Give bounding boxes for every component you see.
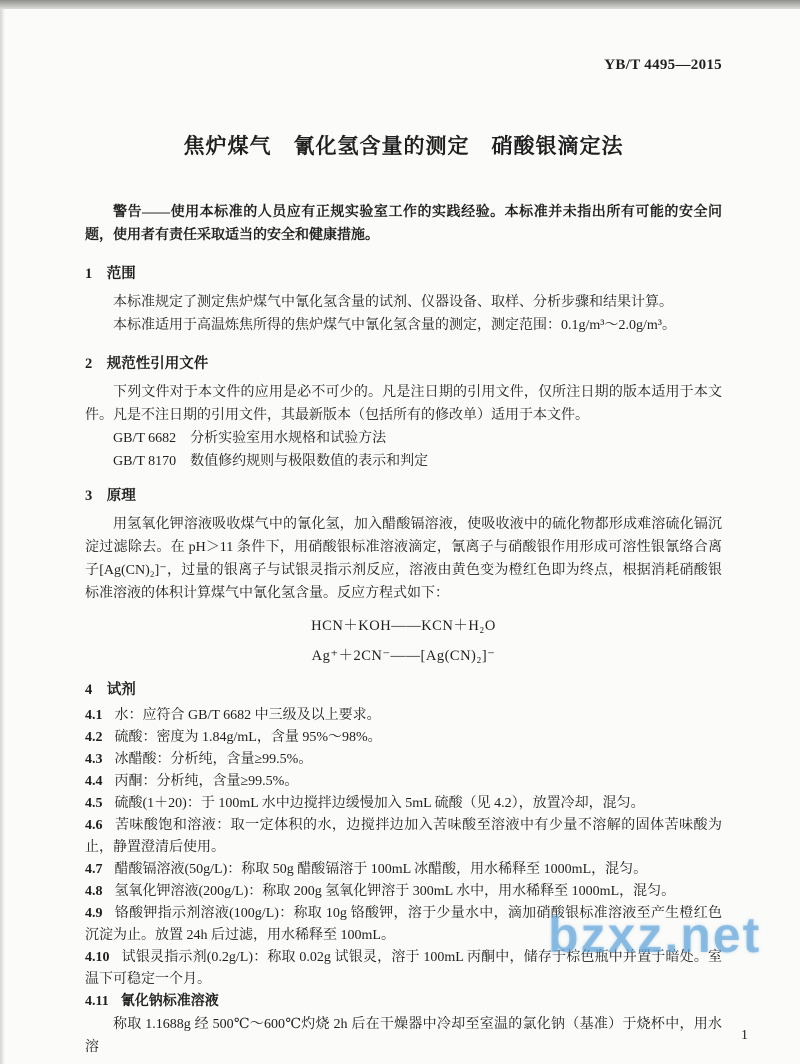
reagent-item-4-3 bbox=[85, 749, 722, 771]
reagent-item-text: 丙酮：分析纯，含量≥99.5%。 bbox=[114, 774, 299, 789]
reagent-item-text: 苦味酸饱和溶液：取一定体积的水，边搅拌边加入苦味酸至溶液中有少量不溶解的固体苦味酸为止，静置澄清后使用。 bbox=[85, 818, 722, 855]
reference-item-2: GB/T 8170 数值修约规则与极限数值的表示和判定 bbox=[113, 454, 429, 469]
reagent-item-number: 4.8 bbox=[85, 884, 103, 899]
page-title: 焦炉煤气 氰化氢含量的测定 硝酸银滴定法 bbox=[183, 134, 624, 158]
reagent-item-number: 4.2 bbox=[85, 730, 103, 745]
reagent-item-4-6 bbox=[85, 815, 722, 859]
section-3-heading: 3 原理 bbox=[85, 488, 136, 504]
reagent-item-number: 4.7 bbox=[85, 862, 103, 877]
reagent-subheading-text: 氰化钠标准溶液 bbox=[120, 994, 219, 1009]
reagent-item-number: 4.3 bbox=[85, 752, 103, 767]
reagent-item-text: 硫酸：密度为 1.84g/mL，含量 95%～98%。 bbox=[114, 730, 382, 745]
reagent-item-text: 水：应符合 GB/T 6682 中三级及以上要求。 bbox=[114, 708, 381, 723]
document-page bbox=[0, 9, 800, 1064]
reference-item-1: GB/T 6682 分析实验室用水规格和试验方法 bbox=[113, 431, 387, 446]
reagent-item-4-8 bbox=[85, 881, 722, 903]
reagent-item-4-2 bbox=[85, 727, 722, 749]
reagent-item-number: 4.10 bbox=[85, 950, 110, 965]
section-3-paragraph-1: 用氢氧化钾溶液吸收煤气中的氰化氢，加入醋酸镉溶液，使吸收液中的硫化物都形成难溶硫化镉沉淀过滤除去。在 pH＞11 条件下，用硝酸银标准溶液滴定，氰离子与硝酸银作用形成可溶性银氰络合离子[Ag(CN)₂]⁻，过量的银离子与试银灵指示剂反应，溶液由黄色变为橙红色即为终点，根据消耗硝酸银标准溶液的体积计算煤气中氰化氢含量。反应方程式如下： bbox=[85, 517, 722, 601]
reagent-item-number: 4.9 bbox=[85, 906, 103, 921]
section-4-heading: 4 试剂 bbox=[85, 682, 136, 698]
section-1-paragraph-1: 本标准规定了测定焦炉煤气中氰化氢含量的试剂、仪器设备、取样、分析步骤和结果计算。 bbox=[113, 295, 673, 310]
reagent-item-text: 试银灵指示剂(0.2g/L)：称取 0.02g 试银灵，溶于 100mL 丙酮中，储存于棕色瓶中并置于暗处。室温下可稳定一个月。 bbox=[85, 950, 722, 987]
reagent-item-number: 4.11 bbox=[85, 994, 109, 1009]
reagent-item-4-4 bbox=[85, 771, 722, 793]
reagent-item-4-5 bbox=[85, 793, 722, 815]
section-2-heading: 2 规范性引用文件 bbox=[85, 356, 209, 372]
standard-number: YB/T 4495—2015 bbox=[604, 57, 722, 73]
scan-edge-top bbox=[0, 0, 800, 9]
reagent-item-text: 氢氧化钾溶液(200g/L)：称取 200g 氢氧化钾溶于 300mL 水中，用水稀释至 1000mL，混匀。 bbox=[114, 884, 676, 899]
reagent-item-4-9 bbox=[85, 903, 722, 947]
equation-line-2: Ag⁺＋2CN⁻——[Ag(CN)₂]⁻ bbox=[311, 648, 496, 664]
reagent-item-4-7 bbox=[85, 859, 722, 881]
reagent-item-number: 4.1 bbox=[85, 708, 103, 723]
reagent-subheading-4-11 bbox=[85, 991, 722, 1013]
warning-paragraph: 警告——使用本标准的人员应有正规实验室工作的实践经验。本标准并未指出所有可能的安全问题，使用者有责任采取适当的安全和健康措施。 bbox=[85, 205, 722, 243]
reagent-item-4-10 bbox=[85, 947, 722, 991]
reagent-item-text: 醋酸镉溶液(50g/L)：称取 50g 醋酸镉溶于 100mL 冰醋酸，用水稀释至 1000mL，混匀。 bbox=[114, 862, 648, 877]
section-1-paragraph-2: 本标准适用于高温炼焦所得的焦炉煤气中氰化氢含量的测定，测定范围：0.1g/m³～2.0g/m³。 bbox=[113, 318, 676, 333]
page-number: 1 bbox=[741, 1028, 748, 1043]
reagent-item-text: 铬酸钾指示剂溶液(100g/L)：称取 10g 铬酸钾，溶于少量水中，滴加硝酸银标准溶液至产生橙红色沉淀为止。放置 24h 后过滤，用水稀释至 100mL。 bbox=[85, 906, 722, 943]
section-1-heading: 1 范围 bbox=[85, 266, 136, 282]
equation-line-1: HCN＋KOH——KCN＋H₂O bbox=[311, 618, 496, 634]
section-4-continuation-paragraph: 称取 1.1688g 经 500℃～600℃灼烧 2h 后在干燥器中冷却至室温的氯化钠（基准）于烧杯中，用水溶 bbox=[85, 1017, 722, 1055]
reagent-item-4-1 bbox=[85, 705, 722, 727]
reagent-item-number: 4.5 bbox=[85, 796, 103, 811]
reagent-item-text: 硫酸(1＋20)：于 100mL 水中边搅拌边缓慢加入 5mL 硫酸（见 4.2），放置冷却，混匀。 bbox=[114, 796, 645, 811]
section-2-paragraph-1: 下列文件对于本文件的应用是必不可少的。凡是注日期的引用文件，仅所注日期的版本适用于本文件。凡是不注日期的引用文件，其最新版本（包括所有的修改单）适用于本文件。 bbox=[85, 385, 722, 423]
equation-block bbox=[85, 611, 722, 671]
reagent-item-number: 4.4 bbox=[85, 774, 103, 789]
reagent-item-text: 冰醋酸：分析纯，含量≥99.5%。 bbox=[114, 752, 313, 767]
reagent-item-number: 4.6 bbox=[85, 818, 103, 833]
site-watermark: bzxz.net bbox=[548, 907, 762, 963]
